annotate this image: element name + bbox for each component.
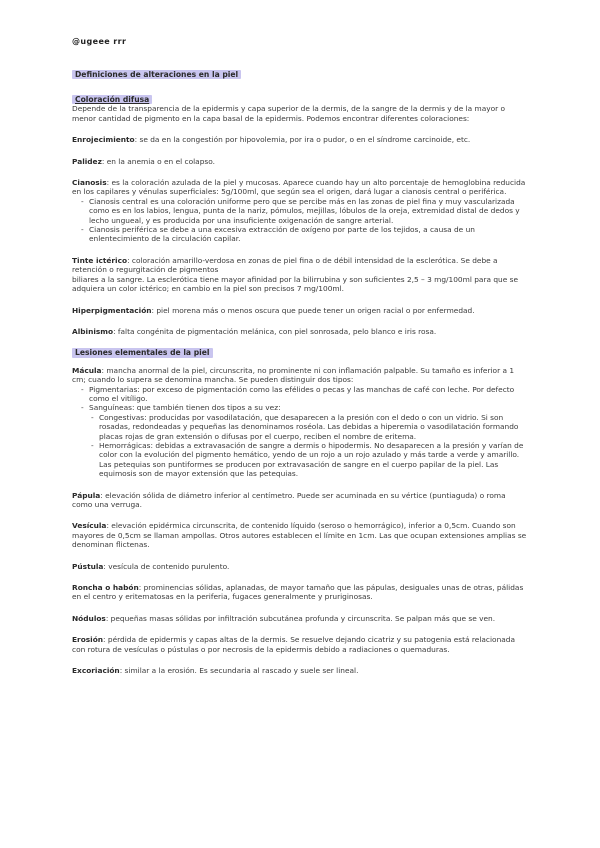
paragraph-nodulos: Nódulos: pequeñas masas sólidas por infiltración subcutánea profunda y circunscrita. Se palpan más que se ven.: [72, 613, 496, 623]
paragraph-tinte-icterico: Tinte ictérico: coloración amarillo-verdosa en zonas de piel fina o de débil intensidad de la esclerótica. Se debe a retención o regurgitación de pigmentos: [72, 255, 498, 275]
list-item: - Cianosis periférica se debe a una excesiva extracción de oxígeno por parte de los tejidos, a causa de un enlentecimiento de la circulación capilar.: [80, 225, 528, 244]
list-item: - Cianosis central es una coloración uniforme pero que se percibe más en las zonas de piel fina y muy vascularizada como es en los labios, lengua, punta de la nariz, pómulos, mejillas, lóbulos de la oreja, extremidad distal de dedos y lecho ungueal, y es producida por una insuficiente oxigenación de sangre arterial.: [80, 197, 528, 225]
paragraph-hiperpigmentacion: Hiperpigmentación: piel morena más o menos oscura que puede tener un origen racial o por enfermedad.: [72, 305, 475, 315]
subheading-coloracion: Coloración difusa: [72, 95, 528, 104]
list-item: - Hemorrágicas: debidas a extravasación de sangre a dermis o hipodermis. No desaparecen a la presión y varían de color con la evolución del pigmento hemático, yendo de un rojo a un rojo azulado y más tarde a verde y amarillo. Las petequias son puntiformes se producen por extravasación de sangre en el cuerpo papilar de la piel. Las equimosis son de mayor extensión que las petequias.: [90, 441, 528, 479]
paragraph-palidez: Palidez: en la anemia o en el colapso.: [72, 156, 215, 166]
section-heading-alteraciones: Definiciones de alteraciones en la piel: [72, 70, 528, 81]
paragraph-papula: Pápula: elevación sólida de diámetro inferior al centímetro. Puede ser acuminada en su vértice (puntiaguda) o roma como una verruga.: [72, 490, 506, 509]
paragraph-excoriacion: Excoriación: similar a la erosión. Es secundaria al rascado y suele ser lineal.: [72, 666, 359, 676]
paragraph-pustula: Pústula: vesícula de contenido purulento.: [72, 561, 230, 571]
paragraph-enrojecimiento: Enrojecimiento: se da en la congestión por hipovolemia, por ira o pudor, o en el síndrome carcinoide, etc.: [72, 135, 471, 145]
paragraph-macula: Mácula: mancha anormal de la piel, circunscrita, no prominente ni con inflamación palpable. Su tamaño es inferior a 1 cm; cuando lo supera se denomina mancha. Se pueden distinguir dos tipos:: [72, 365, 515, 385]
document-content: [72, 70, 528, 675]
section-heading-lesiones: Lesiones elementales de la piel: [72, 348, 528, 357]
list-item: - Pigmentarias: por exceso de pigmentación como las efélides o pecas y las manchas de café con leche. Por defecto como el vitíligo.: [80, 385, 528, 404]
paragraph-tinte-icterico-cont: biliares a la sangre. La esclerótica tiene mayor afinidad por la bilirrubina y son suficientes 2,5 – 3 mg/100ml para que se adquiera un color ictérico; en cambio en la piel son precisos 7 mg/100ml.: [72, 274, 519, 294]
paragraph-roncha: Roncha o habón: prominencias sólidas, aplanadas, de mayor tamaño que las pápulas, desiguales unas de otras, pálidas en el centro y eritematosas en la periferia, fugaces generalmente y pruriginosas.: [72, 583, 524, 602]
list-item: - Sanguíneas: que también tienen dos tipos a su vez:: [80, 403, 528, 412]
paragraph-albinismo: Albinismo: falta congénita de pigmentación melánica, con piel sonrosada, pelo blanco e iris rosa.: [72, 326, 437, 336]
macula-sublist: [90, 413, 528, 479]
macula-list: [80, 385, 528, 413]
coloracion-intro: Depende de la transparencia de la epidermis y capa superior de la dermis, de la sangre de la dermis y de la mayor o menor cantidad de pigmento en la capa basal de la epidermis. Podemos encontrar diferentes coloraciones:: [72, 104, 506, 123]
paragraph-erosion: Erosión: pérdida de epidermis y capas altas de la dermis. Se resuelve dejando cicatriz y su patogenia está relacionada con rotura de vesículas o pústulas o por necrosis de la epidermis debido a radiaciones o quemaduras.: [72, 635, 515, 654]
paragraph-vesicula: Vesícula: elevación epidérmica circunscrita, de contenido líquido (seroso o hemorrágico), inferior a 0,5cm. Cuando son mayores de 0,5cm se llaman ampollas. Otros autores establecen el límite en 1cm. Las que ocupan extensiones amplias se denominan flictenas.: [72, 521, 527, 550]
brand-logo: @ugeee rrr: [72, 37, 127, 46]
paragraph-cianosis: Cianosis: es la coloración azulada de la piel y mucosas. Aparece cuando hay un alto porcentaje de hemoglobina reducida en los capilares y vénulas superficiales: 5g/100ml, que según sea el origen, dará lugar a cianosis central o periférica.: [72, 178, 526, 197]
list-item: - Congestivas: producidas por vasodilatación, que desaparecen a la presión con el dedo o con un vidrio. Si son rosadas, redondeadas y pequeñas las denominamos roséola. Las debidas a hiperemia o vasodilatación formando placas rojas de gran extensión o difusas por el cuerpo, reciben el nombre de eritema.: [90, 413, 528, 441]
cianosis-list: [80, 197, 528, 244]
